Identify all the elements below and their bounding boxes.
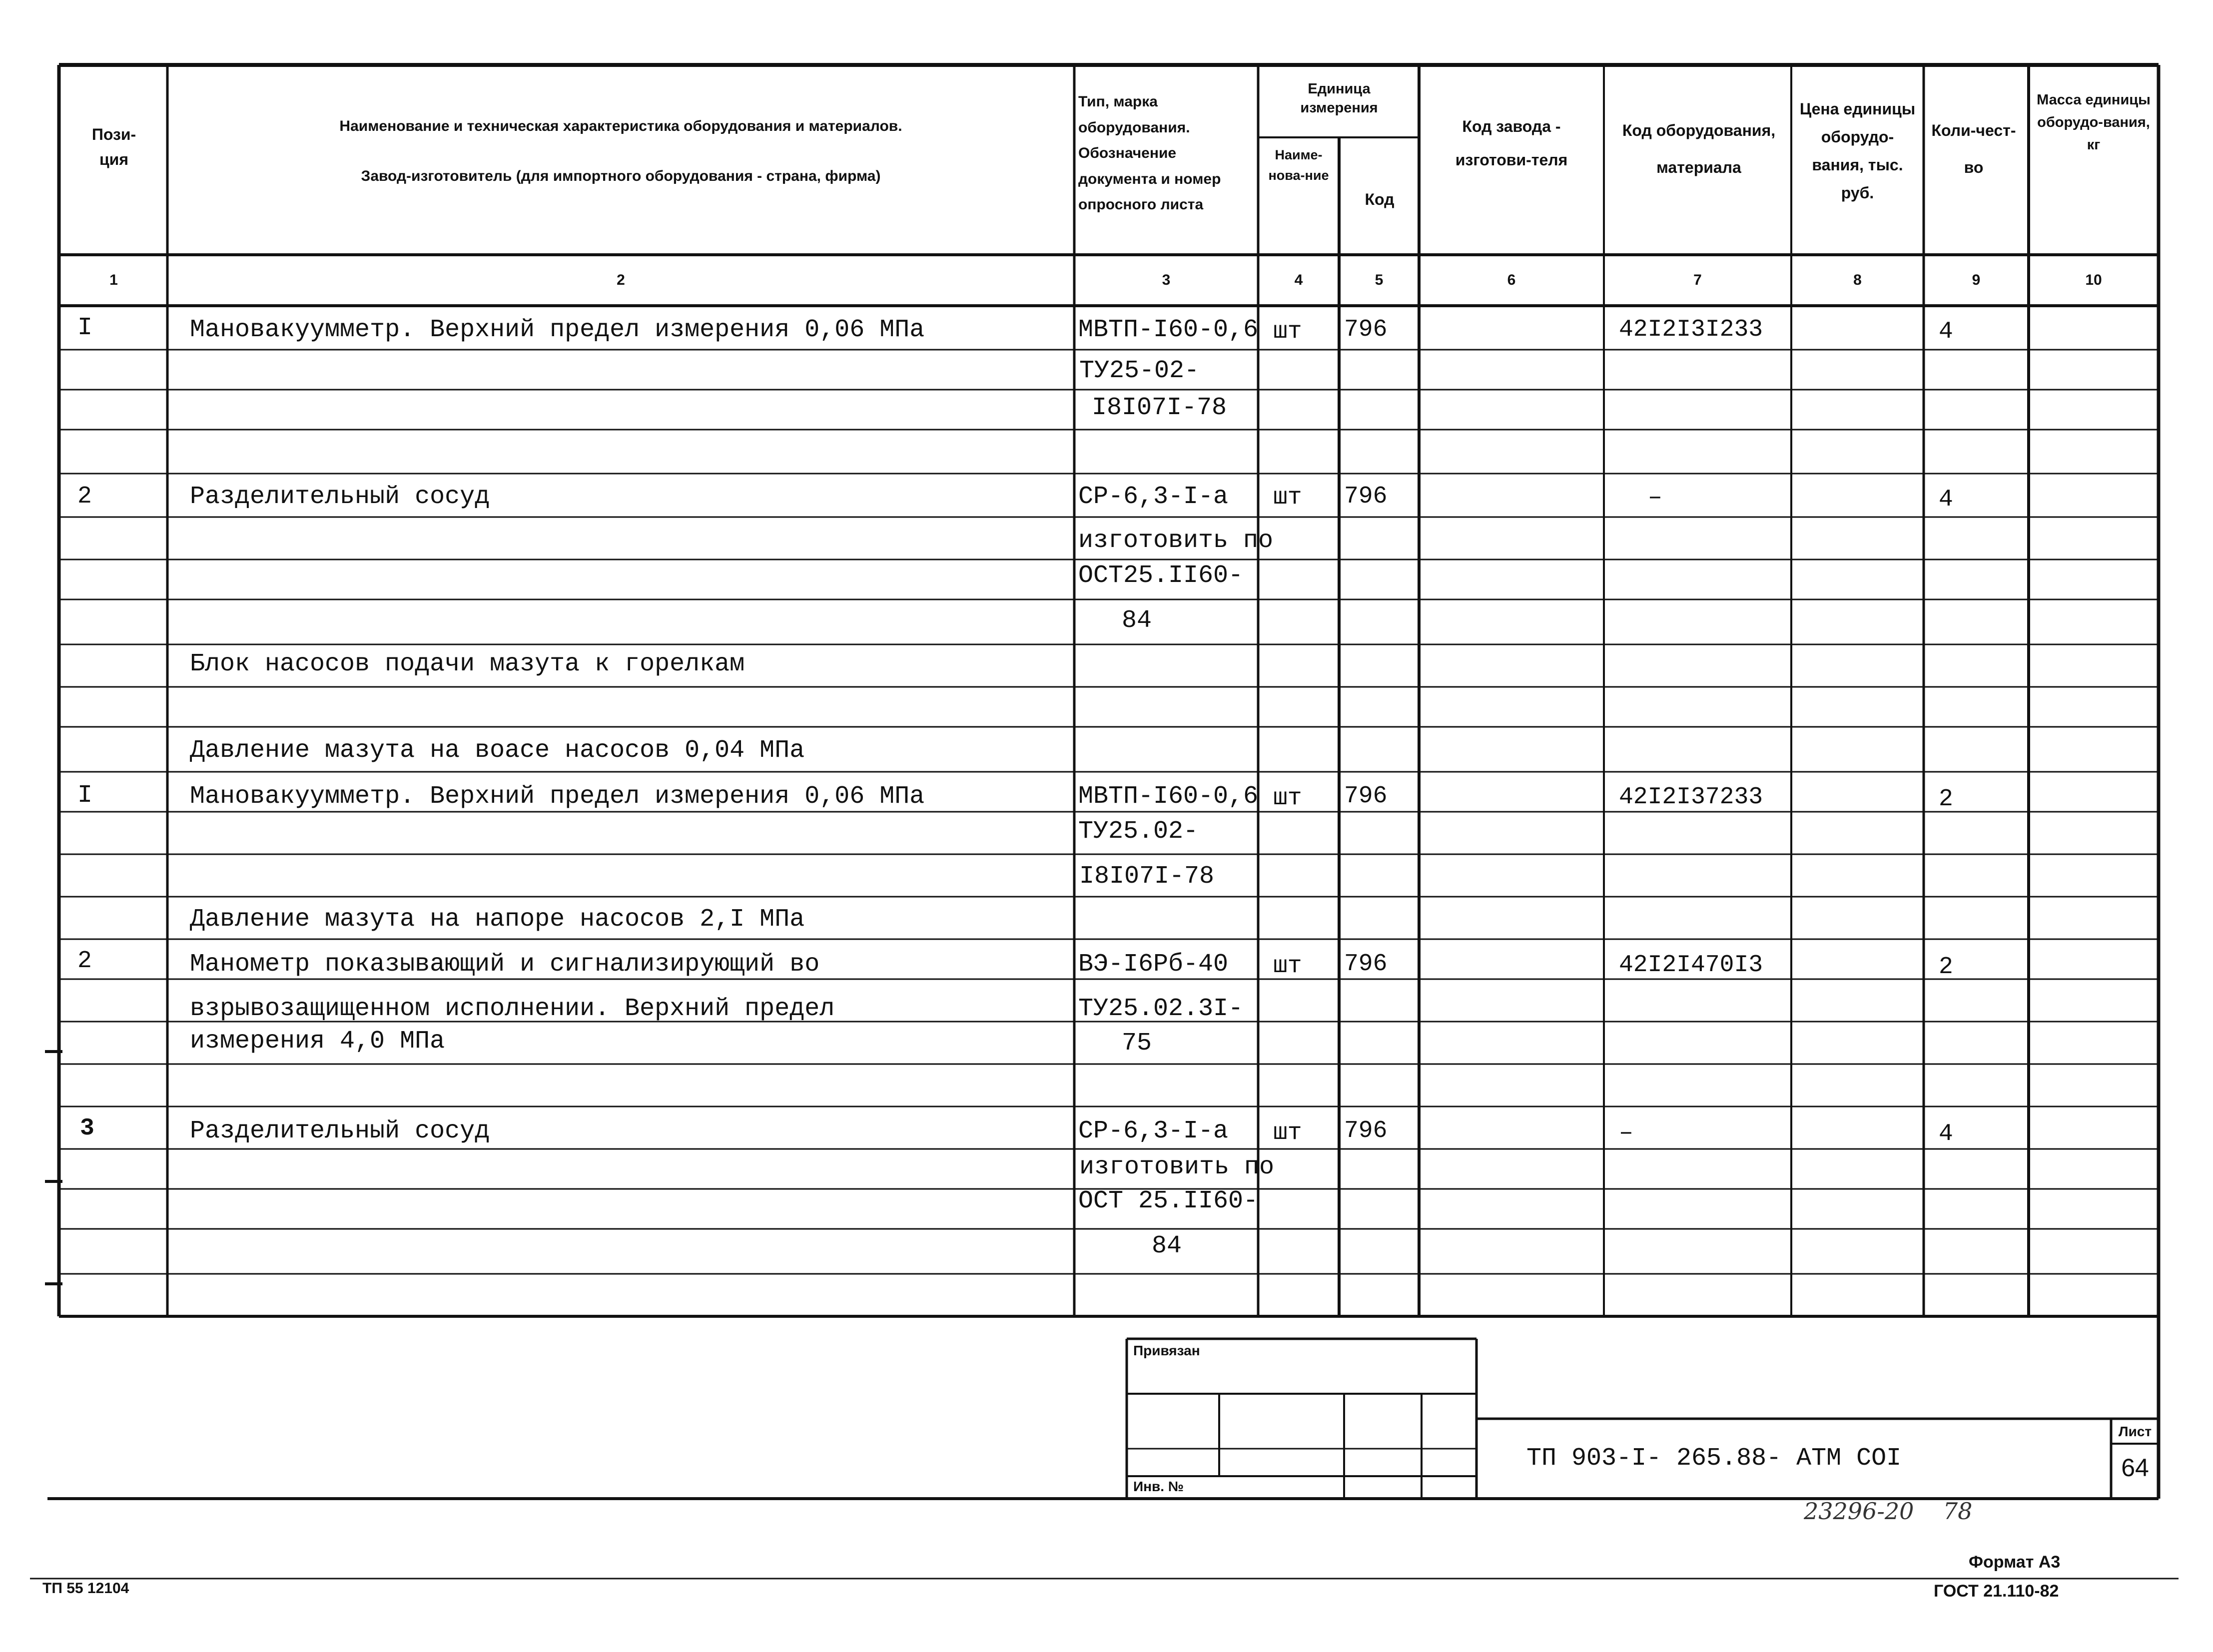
gost-label: ГОСТ 21.110-82 [1934,1582,2059,1601]
colnum-3: 3 [1162,272,1171,288]
table-row-code: 796 [1344,783,1388,810]
table-row-quantity: 4 [1939,486,1953,513]
table-row-type: 75 [1122,1029,1152,1058]
header-unit: Единица измерения [1300,81,1378,116]
table-row-type: СР-6,3-I-а [1078,483,1229,511]
table-row-equipment-code: – [1619,1119,1633,1146]
table-row-type: СР-6,3-I-а [1078,1117,1229,1145]
header-type: Тип, марка оборудования. Обозначение документа и номер опросного листа [1078,93,1221,213]
table-row-name: Давление мазута на напоре насосов 2,I МПа [190,905,805,934]
table-row-type: МВТП-I60-0,6 [1078,316,1259,344]
header-name-line1: Наименование и техническая характеристика оборудования и материалов. [339,118,902,134]
table-row-type: 84 [1152,1232,1182,1260]
header-mass: Масса единицы оборудо-вания, кг [2037,92,2151,153]
table-row-name: Давление мазута на воасе насосов 0,04 МПа [190,736,805,765]
table-row-type: 84 [1122,606,1152,635]
table-row-name: измерения 4,0 МПа [190,1027,445,1056]
table-row-code: 796 [1344,483,1388,510]
table-row-unit: шт [1273,1119,1302,1146]
table-row-type: ТУ25.02.3I- [1078,995,1244,1023]
colnum-9: 9 [1972,272,1981,288]
table-row-type: изготовить по [1079,1153,1275,1181]
colnum-4: 4 [1294,272,1303,288]
table-row-name: Манометр показывающий и сигнализирующий во [190,950,820,979]
colnum-8: 8 [1853,272,1862,288]
table-row-type: ТУ25-02- [1079,357,1200,385]
table-row-type: ОСТ 25.II60- [1078,1187,1259,1215]
table-row-name: Блок насосов подачи мазута к горелкам [190,650,745,678]
table-row-position: I [77,781,93,810]
table-row-quantity: 2 [1939,954,1953,981]
table-row-position: 3 [80,1115,94,1142]
header-price: Цена единицы оборудо-вания, тыс. руб. [1799,100,1916,202]
table-row-type: изготовить по [1078,527,1274,555]
table-row-name: Мановакуумметр. Верхний предел измерения 0,06 МПа [190,782,925,811]
header-position: Пози- ция [91,125,136,168]
table-row-position: I [77,314,93,342]
colnum-7: 7 [1693,272,1702,288]
table-row-unit: шт [1273,785,1302,812]
format-label: Формат А3 [1969,1553,2061,1572]
colnum-10: 10 [2085,272,2102,288]
header-unit-code: Код [1365,190,1395,208]
table-row-position: 2 [77,483,92,510]
sheet-label: Лист [2118,1424,2152,1439]
table-row-type: I8I07I-78 [1079,862,1215,891]
table-row-type: ВЭ-I6Рб-40 [1078,950,1229,979]
table-row-type: I8I07I-78 [1092,394,1227,422]
table-row-quantity: 4 [1939,318,1953,345]
stamp-privyazan-label: Привязан [1133,1343,1200,1358]
table-row-equipment-code: 42I2I470I3 [1619,952,1763,979]
colnum-6: 6 [1507,272,1516,288]
table-row-type: МВТП-I60-0,6 [1078,782,1259,811]
table-row-unit: шт [1273,484,1302,511]
colnum-1: 1 [109,272,118,288]
table-row-unit: шт [1273,953,1302,980]
header-equipment-code: Код оборудования, материала [1622,121,1776,176]
table-row-code: 796 [1344,1117,1388,1144]
colnum-2: 2 [617,272,625,288]
table-row-equipment-code: 42I2I3I233 [1619,316,1763,343]
table-row-code: 796 [1344,951,1388,978]
header-unit-name: Наиме-нова-ние [1268,147,1329,183]
table-row-name: Разделительный сосуд [190,483,490,511]
table-row-quantity: 2 [1939,786,1953,813]
header-factory-code: Код завода - изготови-теля [1455,117,1568,169]
table-row-equipment-code: 42I2I37233 [1619,784,1763,811]
colnum-5: 5 [1375,272,1384,288]
document-code: ТП 903-I- 265.88- АТМ COI [1526,1444,1902,1473]
table-row-position: 2 [77,948,92,975]
header-quantity: Коли-чест-во [1931,121,2016,176]
sheet-number: 64 [2121,1454,2149,1482]
table-row-code: 796 [1344,316,1388,343]
footer-left-code: ТП 55 12104 [42,1580,129,1597]
header-name-line2: Завод-изготовитель (для импортного оборудования - страна, фирма) [361,168,881,184]
table-row-quantity: 4 [1939,1120,1953,1147]
table-row-name: Мановакуумметр. Верхний предел измерения 0,06 МПа [190,316,925,344]
table-row-name: взрывозащищенном исполнении. Верхний предел [190,995,835,1023]
handwritten-number: 23296-20 78 [1804,1498,1973,1525]
table-row-type: ТУ25.02- [1078,817,1199,846]
table-row-name: Разделительный сосуд [190,1117,490,1145]
stamp-inventory-label: Инв. № [1133,1479,1184,1494]
table-row-type: ОСТ25.II60- [1078,561,1244,590]
table-row-equipment-code: – [1648,484,1662,511]
table-row-unit: шт [1273,318,1302,345]
